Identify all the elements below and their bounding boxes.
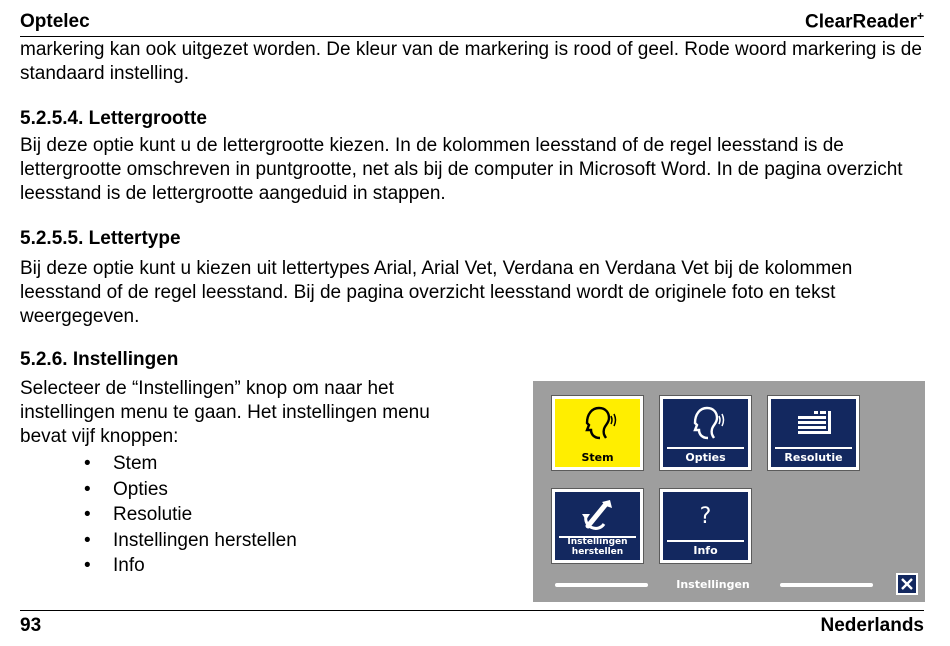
head-speaking-icon xyxy=(555,403,640,443)
list-item: • Stem xyxy=(84,451,297,477)
tile-separator xyxy=(667,540,744,542)
paragraph-instellingen: Selecteer de “Instellingen” knop om naar het instellingen menu te gaan. Het instellingen menu bevat vijf knoppen: xyxy=(20,378,430,447)
resolution-icon xyxy=(771,403,856,443)
opties-label: Opties xyxy=(685,451,726,464)
header-product-sup: + xyxy=(916,8,924,23)
info-button[interactable] xyxy=(660,489,751,563)
screen-title: Instellingen xyxy=(676,578,750,591)
title-bar-line-left xyxy=(555,583,648,587)
stem-label: Stem xyxy=(581,451,614,464)
header-right xyxy=(805,9,924,36)
info-label: Info xyxy=(693,544,718,557)
tools-reset-icon xyxy=(555,494,640,534)
paragraph-lettergrootte: Bij deze optie kunt u de lettergrootte kiezen. In de kolommen leesstand of de regel leesstand is de lettergrootte omschreven in puntgrootte, net als bij de computer in Microsoft Word. In de pagina overzicht leesstand is de lettergrootte aangeduid in stappen. xyxy=(20,135,903,204)
device-settings-screen xyxy=(533,381,925,602)
label-line-1: Instellingen xyxy=(567,537,628,547)
page-footer xyxy=(20,610,924,637)
tile-separator xyxy=(559,447,636,449)
stem-button[interactable] xyxy=(552,396,643,470)
page-number: 93 xyxy=(20,615,42,636)
tile-separator xyxy=(775,447,852,449)
label-line-2: herstellen xyxy=(571,547,624,557)
tile-separator xyxy=(667,447,744,449)
head-speaking-icon xyxy=(663,403,748,443)
footer-language: Nederlands xyxy=(820,615,924,636)
heading-lettertype: 5.2.5.5. Lettertype xyxy=(20,228,181,249)
list-item: • Resolutie xyxy=(84,502,297,528)
question-mark-icon: ? xyxy=(699,503,712,529)
instellingen-herstellen-label xyxy=(555,537,640,557)
list-item: • Instellingen herstellen xyxy=(84,528,297,554)
page-header xyxy=(20,10,924,37)
title-bar-line-right xyxy=(780,583,873,587)
header-product: ClearReader xyxy=(805,11,917,32)
heading-lettergrootte: 5.2.5.4. Lettergrootte xyxy=(20,108,207,129)
opties-button[interactable] xyxy=(660,396,751,470)
resolutie-button[interactable] xyxy=(768,396,859,470)
resolutie-label: Resolutie xyxy=(784,451,843,464)
instellingen-herstellen-button[interactable] xyxy=(552,489,643,563)
list-item: • Info xyxy=(84,553,297,579)
settings-button-list xyxy=(84,451,297,579)
heading-instellingen: 5.2.6. Instellingen xyxy=(20,349,179,370)
close-icon xyxy=(901,578,913,590)
paragraph-lettertype: Bij deze optie kunt u kiezen uit lettertypes Arial, Arial Vet, Verdana en Verdana Vet bij de kolommen leesstand of de regel leesstand. Bij de pagina overzicht leesstand wordt de originele foto en tekst weergegeven. xyxy=(20,258,853,327)
header-left: Optelec xyxy=(20,11,90,32)
intro-paragraph: markering kan ook uitgezet worden. De kleur van de markering is rood of geel. Rode woord markering is de standaard instelling. xyxy=(20,39,922,84)
list-item: • Opties xyxy=(84,477,297,503)
close-button[interactable] xyxy=(896,573,918,595)
